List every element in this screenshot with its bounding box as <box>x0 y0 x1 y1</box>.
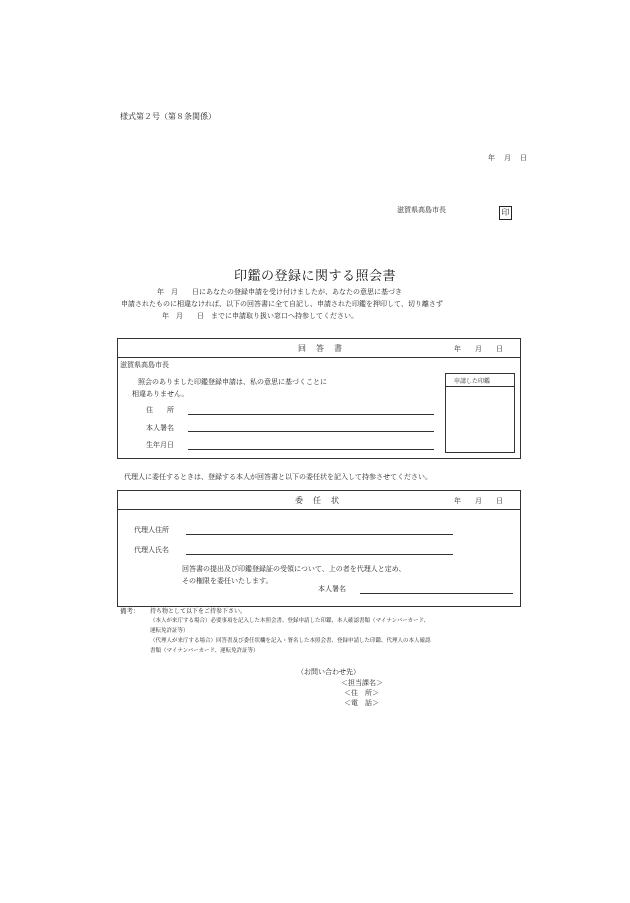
official-seal-icon: 印 <box>499 206 512 220</box>
proxy-signature-label: 本人署名 <box>318 585 346 593</box>
remarks-line-5: 書類（マイナンバーカード、運転免許証等） <box>150 648 259 654</box>
proxy-date: 年 月 日 <box>454 497 503 505</box>
reply-signature-label: 本人署名 <box>146 424 174 432</box>
reply-statement-2: 相違ありません。 <box>132 390 189 398</box>
seal-box-divider <box>446 386 514 387</box>
reply-section <box>117 338 521 459</box>
proxy-section <box>117 490 521 607</box>
remarks-line-2: （本人が来庁する場合）必要事項を記入した本照会書、登録申請した印鑑、本人確認書類（マイナンバーカード、 <box>150 618 430 624</box>
reply-heading: 回 答 書 <box>298 344 343 353</box>
remarks-line-3: 運転免許証等） <box>150 628 189 634</box>
reply-statement-1: 照会のありました印鑑登録申請は、私の意思に基づくことに <box>138 378 327 386</box>
document-title: 印鑑の登録に関する照会書 <box>234 269 397 284</box>
proxy-signature-field[interactable] <box>360 593 513 594</box>
form-number: 様式第２号（第８条関係） <box>120 112 216 121</box>
intro-line-1: 年 月 日にあなたの登録申請を受け付けましたが、あなたの意思に基づき <box>157 288 402 296</box>
proxy-address-label: 代理人住所 <box>134 526 169 534</box>
proxy-header-divider <box>118 509 520 510</box>
proxy-statement-1: 回答書の提出及び印鑑登録証の受領について、上の者を代理人と定め、 <box>182 565 406 573</box>
intro-line-3: 年 月 日 までに申請取り扱い窓口へ持参してください。 <box>162 312 358 320</box>
reply-signature-field[interactable] <box>188 431 434 432</box>
remarks-label: 備考： <box>120 607 140 615</box>
proxy-name-field[interactable] <box>186 554 453 555</box>
seal-impression-box[interactable] <box>445 373 515 453</box>
reply-birth-label: 生年月日 <box>146 441 174 449</box>
reply-addressee: 滋賀県高島市長 <box>120 361 169 369</box>
contact-address: ＜住 所＞ <box>344 689 379 697</box>
remarks-line-1: 持ち物として以下をご持参下さい。 <box>150 608 247 615</box>
reply-address-field[interactable] <box>188 414 434 415</box>
header-date: 年 月 日 <box>488 154 528 162</box>
intro-line-2: 申請されたものに相違なければ、以下の回答書に全て自記し、申請された印鑑を押印して、切り離さず <box>121 300 443 308</box>
proxy-name-label: 代理人氏名 <box>134 546 169 554</box>
reply-date: 年 月 日 <box>454 345 503 353</box>
issuer-name: 滋賀県高島市長 <box>397 206 446 214</box>
contact-department: ＜担当課名＞ <box>341 679 383 687</box>
proxy-address-field[interactable] <box>186 534 453 535</box>
seal-box-label: 申請した印鑑 <box>454 378 491 385</box>
reply-birth-field[interactable] <box>188 449 434 450</box>
contact-heading: （お問い合わせ先） <box>297 668 360 676</box>
reply-address-label: 住 所 <box>146 406 174 414</box>
reply-header-divider <box>118 357 520 358</box>
contact-phone: ＜電 話＞ <box>344 699 379 707</box>
proxy-heading: 委 任 状 <box>295 496 340 505</box>
remarks-line-4: （代理人が来庁する場合）回答書及び委任状欄を記入・署名した本照会書、登録申請した印鑑、代理人の本人確認 <box>150 638 431 644</box>
proxy-note: 代理人に委任するときは、登録する本人が回答書と以下の委任状を記入して持参させてください。 <box>124 473 432 481</box>
proxy-statement-2: その権限を委任いたします。 <box>182 577 273 585</box>
